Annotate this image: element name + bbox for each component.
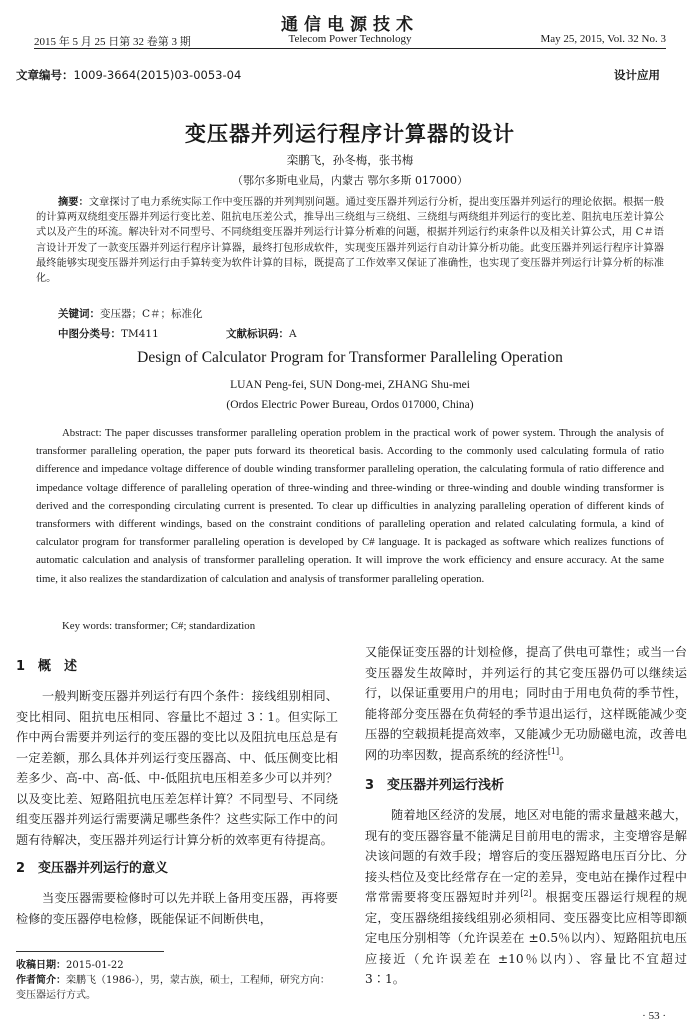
authors-chinese: 栾鹏飞，孙冬梅，张书梅 — [286, 153, 414, 167]
paragraph-text: 又能保证变压器的计划检修，提高了供电可靠性；或当一台变压器发生故障时，并列运行的其它变压器仍可以继续运行，以保证重要用户的用电；同时由于用电负荷的季节性，能将部分变压器在负荷轻的季节退出运行，这样既能减少变压器的空载损耗提高效率，又能减少无功励磁电流，改善电网的功率因数，提高系统的经济性 — [365, 645, 687, 762]
section-title: 概 述 — [38, 659, 78, 674]
paragraph: 一般判断变压器并列运行有四个条件：接线组别相同、变比相同、阻抗电压相同、容量比不超过 3∶1。但实际工作中两台需要并列运行的变压器的变比以及阻抗电压总是有一定差额，那么具体并列运行变压器高、中、低压侧变比相差多少、高-中、高-低、中-低阻抗电压相差多少可以并列？以及变比差、短路阻抗电压差怎样计算？不同型号、不同绕组变压器并列运行需要满足哪些条件？这些实际工作中的问题有待解决，变压器并列运行计算分析的效率更有待提高。 — [16, 689, 338, 847]
classification-row — [58, 326, 658, 341]
citation-ref[interactable]: [2] — [520, 888, 532, 898]
section-number: 2 — [16, 861, 26, 876]
keywords-english — [62, 620, 255, 632]
paragraph-text: 随着地区经济的发展，地区对电能的需求量越来越大，现有的变压器容量不能满足目前用电的需求，主变增容是解决该问题的有效手段；增容后的变压器短路电压百分比、分接头档位及变比经常存在一定的差异，变电站在操作过程中常常需要将变压器短时并列 — [365, 808, 687, 904]
keywords-chinese-label: 关键词： — [58, 308, 100, 320]
affiliation-english: (Ordos Electric Power Bureau, Ordos 017000, China) — [226, 399, 474, 411]
title-english: Design of Calculator Program for Transformer Paralleling Operation — [137, 349, 563, 366]
paragraph: 当变压器需要检修时可以先并联上备用变压器，再将要检修的变压器停电检修，既能保证不间断供电， — [16, 891, 338, 926]
footnote-divider — [16, 951, 164, 952]
clc-code: TM411 — [121, 328, 159, 340]
footnote — [16, 958, 338, 1003]
abstract-chinese-label: 摘要： — [58, 197, 89, 208]
citation-ref[interactable]: [1] — [547, 746, 560, 756]
keywords-english-label: Key words: — [62, 620, 113, 632]
abstract-chinese-text: 文章探讨了电力系统实际工作中变压器的并列判别问题。通过变压器并列运行分析，提出变压器并列运行的理论依据。根据一般的计算两双绕组变压器并列运行变比差、阻抗电压差公式，推导出三绕组与三绕组、三绕组与两绕组并列运行的变比差、阻抗电压差计算公式以及产生的环流。解决针对不同型号、不同绕组变压器并列运行计算分析难的问题，根据并列运行约束条件以及相关计算公式，用 C＃语言设计开发了一款变压器并列运行程序计算器，最终打包形成软件，实现变压器并列运行自动计算分析功能。此变压器并列运行程序计算器最终能够实现变压器并列运行由手算转变为软件计算的目标，既提高了工作效率又保证了准确性，也实现了变压器并列运行计算分析的标准化。 — [36, 197, 665, 285]
article-number-label: 文章编号： — [16, 68, 74, 82]
author-bio: 栾鹏飞（1986-），男，蒙古族，硕士，工程师，研究方向：变压器运行方式。 — [16, 975, 330, 1001]
header-date-volume: 2015 年 5 月 25 日第 32 卷第 3 期 — [34, 36, 191, 48]
section-heading-3 — [365, 773, 687, 799]
abstract-english-text: The paper discusses transformer paralleling operation problem in the practical work of power system. Through the analysis of transformer paralleling operation, the paper puts forward its theoretical basis. According to the commonly used calculating formula of ratio difference and impedance voltage difference of double winding transformer paralleling operation, the calculating formula of ratio difference and impedance voltage difference of paralleling operation of three-winding and three-winding or three-winding and double winding transformer is derived and the corresponding circulating current is presented. To clear up difficulties in analyzing paralleling operation of different kinds of transformers with different windings, based on the constraint conditions of paralleling operation and related calculating formula, a kind of calculator program for transformer paralleling operation is developed by C# language. It is packaged as software which realizes functions of automatic calculation and analysis of transformer paralleling operation. It will improve the work efficiency and ensure accuracy. At the same time, it also realizes the standardization of calculation and analysis of transformer paralleling operation. — [36, 427, 664, 585]
doc-code: A — [289, 328, 297, 340]
bio-label: 作者简介： — [16, 975, 66, 986]
paragraph-continued — [365, 642, 687, 765]
affiliation-chinese: （鄂尔多斯电业局，内蒙古 鄂尔多斯 017000） — [232, 174, 468, 187]
abstract-english-label: Abstract: — [62, 427, 102, 439]
paragraph — [365, 805, 687, 990]
header-date-volume-english: May 25, 2015, Vol. 32 No. 3 — [540, 33, 666, 45]
clc-label: 中图分类号： — [58, 328, 121, 340]
keywords-english-text: transformer; C#; standardization — [114, 620, 256, 632]
running-header — [34, 8, 666, 46]
section-number: 3 — [365, 778, 375, 793]
received-date: 2015-01-22 — [66, 960, 124, 971]
page-number: · 53 · — [642, 1010, 666, 1022]
received-label: 收稿日期： — [16, 960, 66, 971]
section-heading-2 — [16, 856, 338, 882]
section-heading-1 — [16, 654, 338, 680]
section-title: 变压器并列运行的意义 — [38, 861, 169, 876]
article-category: 设计应用 — [614, 68, 660, 82]
doc-code-label: 文献标识码： — [226, 328, 289, 340]
abstract-english — [36, 424, 664, 588]
body-column-left — [16, 648, 338, 929]
paragraph-text: 。根据变压器运行规程的规定，变压器绕组接线组别必须相同、变压器变比应相等即额定电压分别相等（允许误差在 ±0.5％以内）、短路阻抗电压应接近（允许误差在 ±10％以内）、容量比不宜超过 3∶1。 — [365, 890, 687, 986]
section-title: 变压器并列运行浅析 — [387, 778, 505, 793]
article-number: 1009-3664(2015)03-0053-04 — [73, 68, 242, 82]
title-chinese: 变压器并列运行程序计算器的设计 — [185, 122, 515, 146]
paragraph-text: 。 — [559, 747, 572, 762]
journal-name: 通信电源技术 — [281, 15, 419, 35]
abstract-chinese — [36, 195, 664, 286]
keywords-chinese-text: 变压器；C＃；标准化 — [100, 308, 203, 320]
authors-english: LUAN Peng-fei, SUN Dong-mei, ZHANG Shu-mei — [230, 379, 470, 391]
header-journal-english: Telecom Power Technology — [288, 33, 412, 45]
header-divider — [34, 48, 666, 49]
section-number: 1 — [16, 659, 26, 674]
body-column-right — [365, 642, 687, 990]
keywords-chinese — [58, 306, 203, 321]
